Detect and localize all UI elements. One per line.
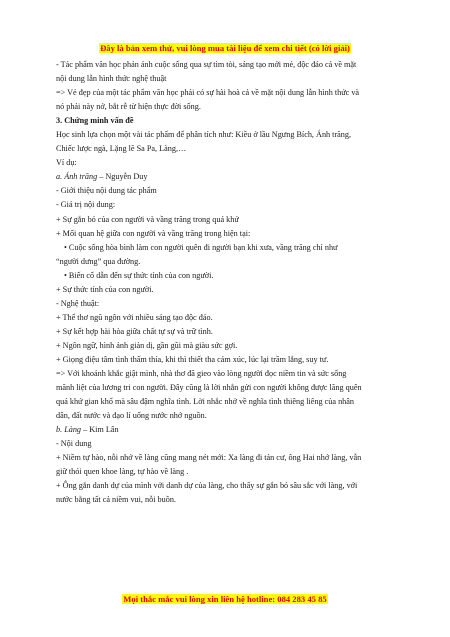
paragraph-line: Chiếc lược ngà, Lặng lẽ Sa Pa, Làng,… [56,144,187,154]
paragraph-line: - Giới thiệu nội dung tác phẩm [56,186,157,196]
paragraph-line: + Thể thơ ngũ ngôn với nhiều sáng tạo độc đáo. [56,312,213,322]
paragraph-line: “người dưng” qua đường. [56,256,141,266]
paragraph-line: + Sự gắn bó của con người và vầng trăng trong quá khứ [56,214,239,224]
work-author: – Nguyễn Duy [99,172,148,182]
paragraph-line: nước bằng tất cả niềm vui, nỗi buồn. [56,495,176,505]
paragraph-line: - Nghệ thuật: [56,298,100,308]
work-heading-a [56,170,396,184]
document-body [56,58,396,508]
paragraph-line: + Mối quan hệ giữa con người và vầng trăng trong hiện tại: [56,228,251,238]
work-heading-b [56,423,396,437]
paragraph-line: nó phải này nở, bắt rễ từ hiện thực đời sống. [56,102,201,112]
bullet-line: • Cuộc sống hòa bình làm con người quên đi người bạn khi xưa, vầng trăng chỉ như [64,242,338,252]
paragraph-line: + Ngôn ngữ, hình ảnh giản dị, gần gũi mà giàu sức gợi. [56,340,238,350]
paragraph-line: giữ thói quen khoe làng, tự hào về làng . [56,467,189,477]
paragraph-line: - Nội dung [56,439,92,449]
paragraph-line: + Sự thức tỉnh của con người. [56,284,154,294]
hotline-banner: Mọi thắc mắc vui lòng xin liên hệ hotline: 084 283 45 85 [123,594,327,604]
paragraph-line: => Với khoảnh khắc giật mình, nhà thơ đã gieo vào lòng người đọc niềm tin và sức sống [56,369,347,379]
work-title: b. Làng [56,425,82,435]
paragraph-line: - Giá trị nội dung: [56,200,116,210]
paragraph-line: + Giọng điệu tâm tình thấm thía, khi thì thiết tha cảm xúc, lúc lại trầm lắng, suy tư. [56,354,329,364]
preview-banner: Đây là bản xem thử, vui lòng mua tài liệu để xem chi tiết (có lời giải) [100,43,350,53]
paragraph-line: + Niềm tự hào, nỗi nhớ về làng cũng mang nét mới: Xa làng đi tản cư, ông Hai nhớ làng, vẫn [56,453,362,463]
paragraph-line: Ví dụ: [56,158,77,168]
paragraph-line: dân, đất nước và đạo lí uống nước nhớ nguồn. [56,411,207,421]
section-heading: 3. Chứng minh vấn đề [56,116,134,126]
paragraph-line: quá khứ gian khổ mà sâu đậm nghĩa tình. Lời nhắc nhở về nghĩa tình thiêng liêng của nhân [56,397,355,407]
paragraph-line: mãnh liệt của lương tri con người. Đây cũng là lời nhắn gửi con người không được lãng quên [56,383,362,393]
paragraph-line: => Vẻ đẹp của một tác phẩm văn học phải có sự hài hoà cả về mặt nội dung lẫn hình thức và [56,88,360,98]
work-author: – Kim Lân [83,425,119,435]
work-title: a. Ánh trăng [56,172,98,182]
paragraph-line: - Tác phẩm văn học phản ánh cuộc sống qua sự tìm tòi, sáng tạo mới mẻ, độc đáo cả về mặt [56,60,357,69]
paragraph-line: Học sinh lựa chọn một vài tác phẩm để phân tích như: Kiều ở lầu Ngưng Bích, Ánh trăng, [56,130,352,140]
paragraph-line: nội dung lẫn hình thức nghệ thuật [56,74,167,84]
paragraph-line: + Sự kết hợp hài hòa giữa chất tự sự và trữ tình. [56,326,213,336]
paragraph-line: + Ông gắn danh dự của mình với danh dự của làng, cho thấy sự gắn bó sâu sắc với làng, với [56,481,358,491]
bullet-line: • Biến cố dẫn đến sự thức tỉnh của con người. [64,270,214,280]
